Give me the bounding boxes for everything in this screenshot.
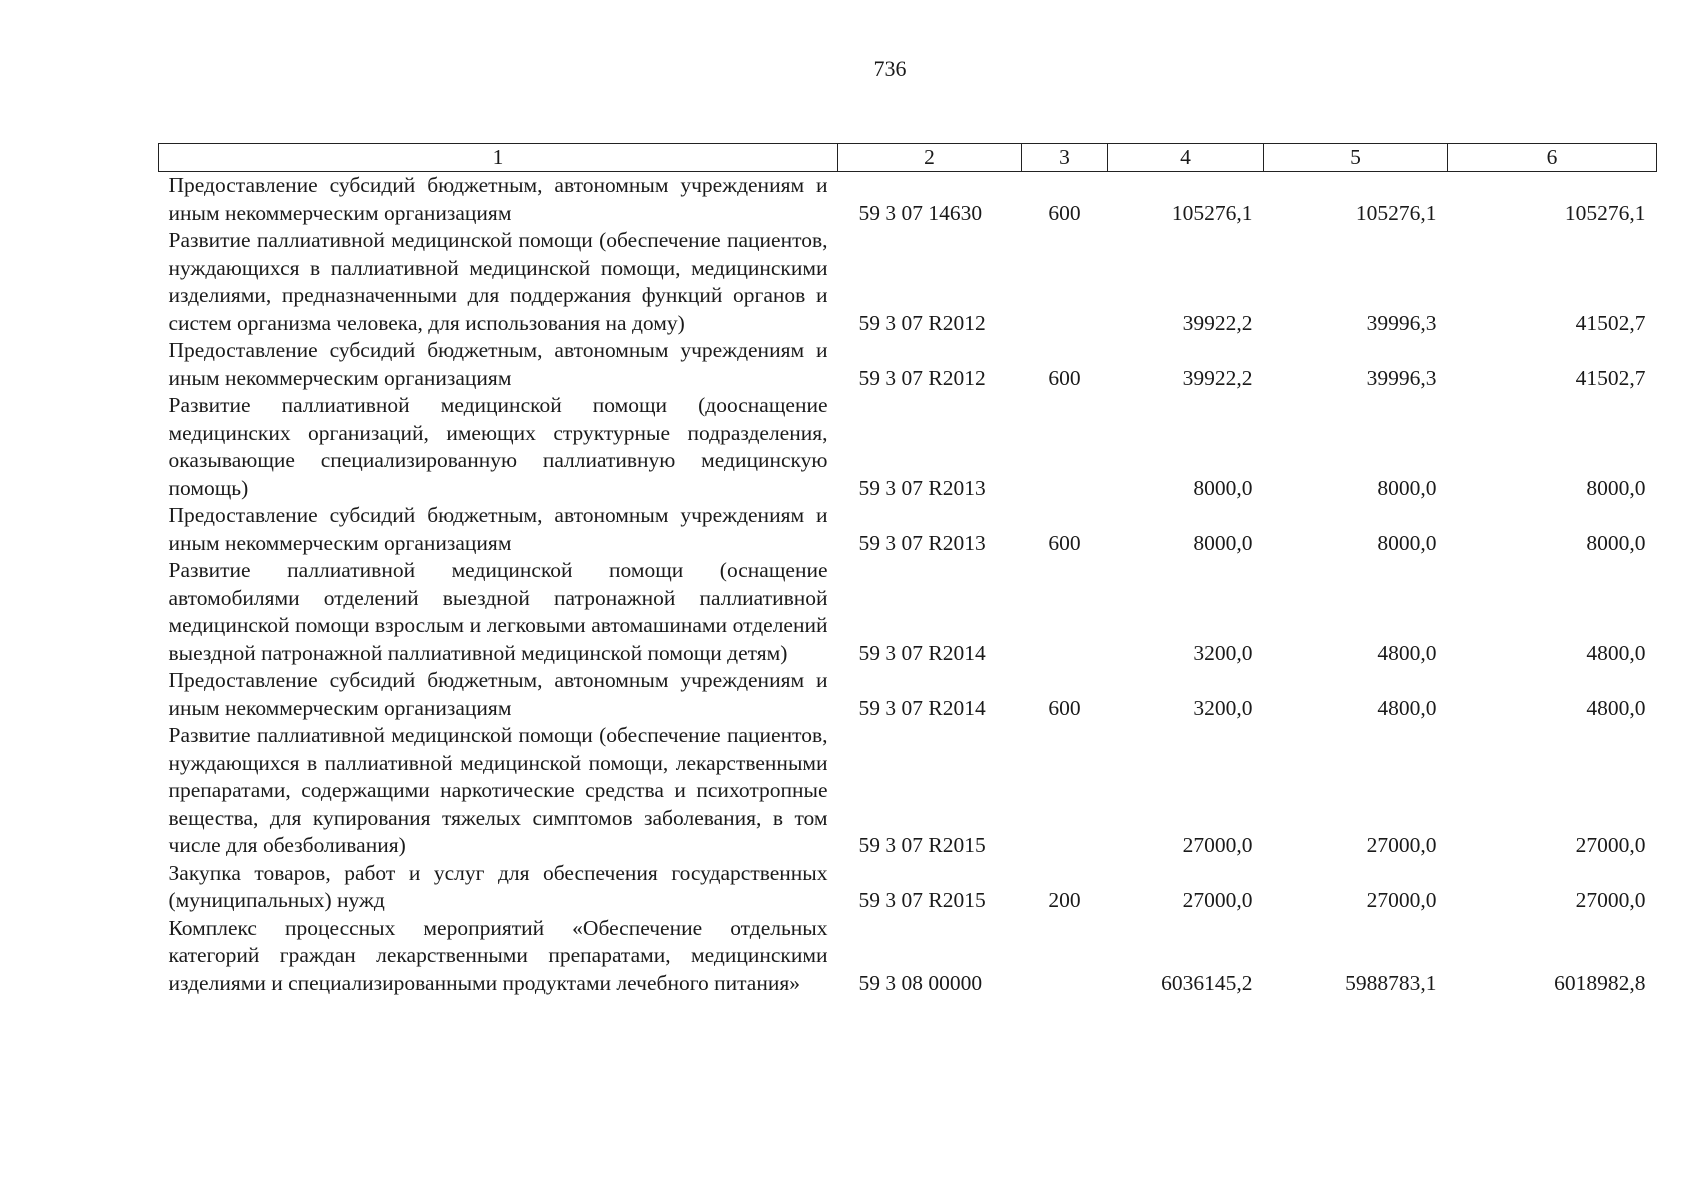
row-description: Развитие паллиативной медицинской помощи (дооснащение медицинских организаций, имеющих структурные подразделения, оказывающие специализированную паллиативную медицинскую помощь) bbox=[168, 393, 828, 500]
row-description: Комплекс процессных мероприятий «Обеспечение отдельных категорий граждан лекарственными препаратами, медицинскими изделиями и специализированными продуктами лечебного питания» bbox=[168, 915, 828, 995]
table-row bbox=[159, 337, 1657, 392]
row-amount-col6: 8000,0 bbox=[1586, 530, 1646, 555]
row-amount-col4: 8000,0 bbox=[1193, 475, 1253, 500]
row-amount-col4: 6036145,2 bbox=[1161, 970, 1253, 995]
row-code: 59 3 07 R2012 bbox=[858, 365, 986, 390]
table-row bbox=[159, 860, 1657, 915]
page-number: 736 bbox=[873, 56, 907, 81]
header-col-4: 4 bbox=[1108, 144, 1264, 172]
table-row bbox=[159, 502, 1657, 557]
row-expense-type: 600 bbox=[1048, 695, 1081, 720]
row-amount-col6: 41502,7 bbox=[1575, 365, 1646, 390]
table-row bbox=[159, 392, 1657, 502]
row-expense-type bbox=[1022, 227, 1108, 337]
table-row bbox=[159, 227, 1657, 337]
row-code: 59 3 07 R2015 bbox=[858, 833, 986, 857]
row-amount-col5: 39996,3 bbox=[1366, 365, 1437, 390]
row-amount-col6: 27000,0 bbox=[1575, 888, 1646, 912]
header-col-3: 3 bbox=[1022, 144, 1108, 172]
row-amount-col6: 6018982,8 bbox=[1554, 970, 1646, 995]
row-amount-col5: 4800,0 bbox=[1377, 695, 1437, 720]
table-row bbox=[159, 172, 1657, 228]
row-code: 59 3 07 R2014 bbox=[858, 640, 986, 665]
row-amount-col6: 105276,1 bbox=[1564, 200, 1646, 225]
row-amount-col6: 4800,0 bbox=[1586, 695, 1646, 720]
table-header bbox=[159, 144, 1657, 172]
table-body bbox=[159, 172, 1657, 998]
row-description: Предоставление субсидий бюджетным, автономным учреждениям и иным некоммерческим организациям bbox=[168, 668, 828, 720]
row-amount-col4: 27000,0 bbox=[1182, 888, 1253, 912]
row-amount-col6: 8000,0 bbox=[1586, 475, 1646, 500]
budget-table bbox=[158, 143, 1657, 997]
table-row bbox=[159, 557, 1657, 667]
row-amount-col4: 39922,2 bbox=[1182, 365, 1253, 390]
table-row bbox=[159, 722, 1657, 860]
row-amount-col4: 3200,0 bbox=[1193, 695, 1253, 720]
row-expense-type: 200 bbox=[1048, 888, 1081, 912]
header-col-5: 5 bbox=[1264, 144, 1448, 172]
header-col-1: 1 bbox=[159, 144, 838, 172]
header-row bbox=[159, 144, 1657, 172]
row-expense-type: 600 bbox=[1048, 530, 1081, 555]
row-amount-col4: 105276,1 bbox=[1171, 200, 1253, 225]
row-code: 59 3 07 R2014 bbox=[858, 695, 986, 720]
row-description: Предоставление субсидий бюджетным, автономным учреждениям и иным некоммерческим организациям bbox=[168, 503, 828, 555]
row-expense-type bbox=[1022, 915, 1108, 998]
row-code: 59 3 07 R2012 bbox=[858, 310, 986, 335]
row-expense-type: 600 bbox=[1048, 365, 1081, 390]
row-code: 59 3 07 14630 bbox=[858, 200, 983, 225]
row-amount-col5: 8000,0 bbox=[1377, 530, 1437, 555]
row-amount-col5: 27000,0 bbox=[1366, 888, 1437, 912]
row-amount-col4: 3200,0 bbox=[1193, 640, 1253, 665]
row-expense-type bbox=[1022, 392, 1108, 502]
row-expense-type bbox=[1022, 557, 1108, 667]
row-amount-col5: 5988783,1 bbox=[1345, 970, 1437, 995]
row-amount-col5: 39996,3 bbox=[1366, 310, 1437, 335]
row-description: Предоставление субсидий бюджетным, автономным учреждениям и иным некоммерческим организациям bbox=[168, 173, 828, 225]
row-amount-col4: 27000,0 bbox=[1182, 833, 1253, 857]
row-description: Развитие паллиативной медицинской помощи (обеспечение пациентов, нуждающихся в паллиативной медицинской помощи, лекарственными препаратами, содержащими наркотические средства и психотропные вещества, для купирования тяжелых симптомов заболевания, в том числе для обезболивания) bbox=[168, 723, 828, 857]
row-amount-col4: 39922,2 bbox=[1182, 310, 1253, 335]
row-code: 59 3 07 R2015 bbox=[858, 888, 986, 912]
row-description: Предоставление субсидий бюджетным, автономным учреждениям и иным некоммерческим организациям bbox=[168, 338, 828, 390]
row-amount-col5: 105276,1 bbox=[1355, 200, 1437, 225]
header-col-6: 6 bbox=[1448, 144, 1657, 172]
row-amount-col4: 8000,0 bbox=[1193, 530, 1253, 555]
table-row bbox=[159, 667, 1657, 722]
table-row bbox=[159, 915, 1657, 998]
row-description: Закупка товаров, работ и услуг для обеспечения государственных (муниципальных) нужд bbox=[168, 860, 828, 912]
row-code: 59 3 08 00000 bbox=[858, 970, 983, 995]
row-amount-col6: 27000,0 bbox=[1575, 833, 1646, 857]
row-expense-type bbox=[1022, 722, 1108, 860]
header-col-2: 2 bbox=[838, 144, 1022, 172]
row-amount-col5: 8000,0 bbox=[1377, 475, 1437, 500]
row-amount-col6: 4800,0 bbox=[1586, 640, 1646, 665]
row-amount-col5: 4800,0 bbox=[1377, 640, 1437, 665]
row-code: 59 3 07 R2013 bbox=[858, 530, 986, 555]
row-amount-col5: 27000,0 bbox=[1366, 833, 1437, 857]
row-description: Развитие паллиативной медицинской помощи (обеспечение пациентов, нуждающихся в паллиативной медицинской помощи, медицинскими изделиями, предназначенными для поддержания функций органов и систем организма человека, для использования на дому) bbox=[168, 228, 828, 335]
row-expense-type: 600 bbox=[1048, 200, 1081, 225]
row-amount-col6: 41502,7 bbox=[1575, 310, 1646, 335]
row-code: 59 3 07 R2013 bbox=[858, 475, 986, 500]
row-description: Развитие паллиативной медицинской помощи (оснащение автомобилями отделений выездной патронажной паллиативной медицинской помощи взрослым и легковыми автомашинами отделений выездной патронажной паллиативной медицинской помощи детям) bbox=[168, 558, 828, 665]
